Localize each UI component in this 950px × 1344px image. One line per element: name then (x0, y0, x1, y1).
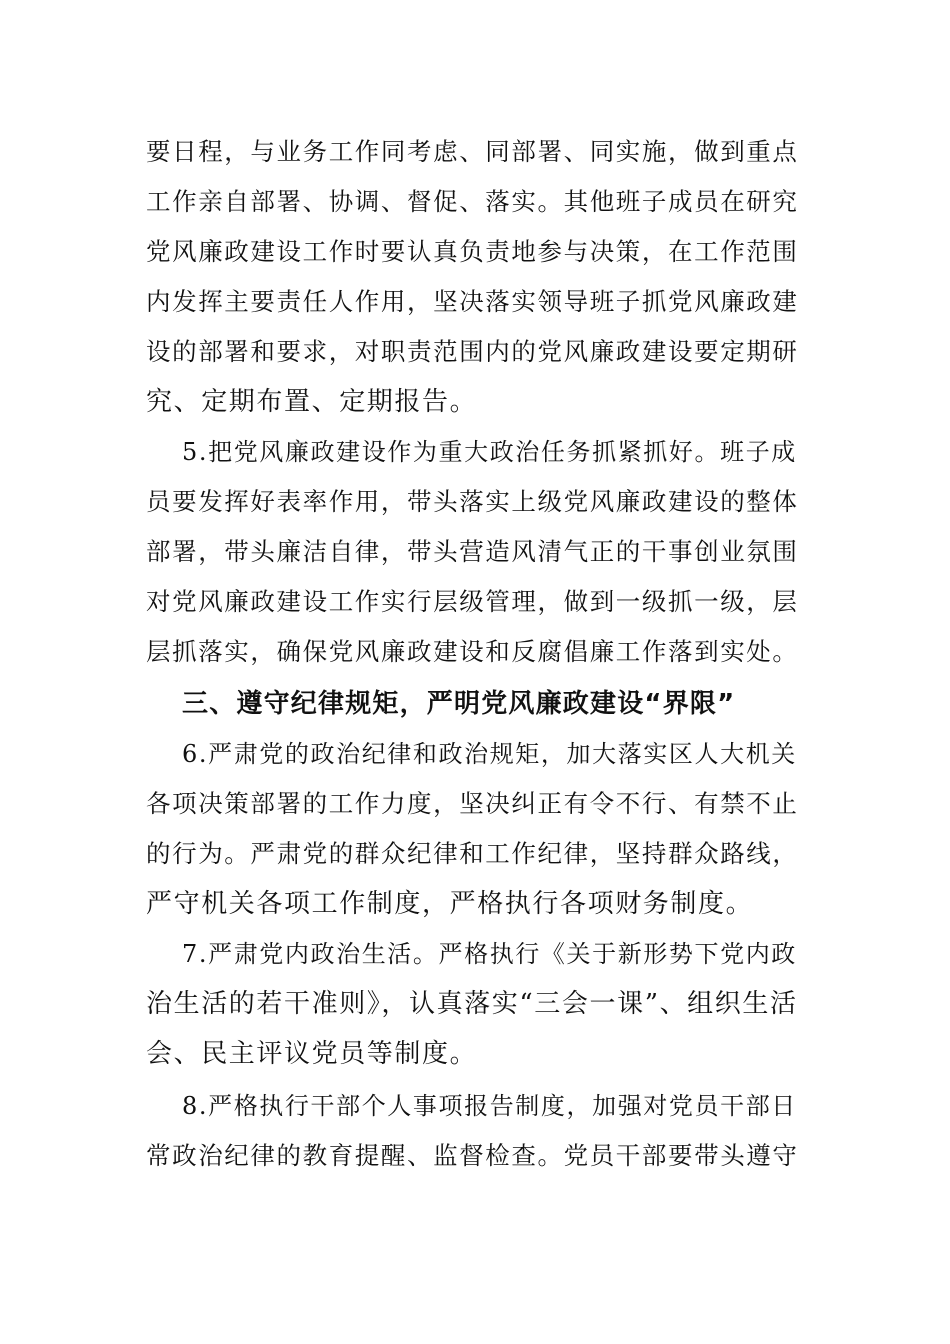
text-line: 内发挥主要责任人作用，坚决落实领导班子抓党风廉政建 (146, 287, 799, 316)
text-line: 要日程，与业务工作同考虑、同部署、同实施，做到重点 (146, 137, 799, 166)
text-line: 对党风廉政建设工作实行层级管理，做到一级抓一级，层 (146, 587, 799, 616)
section-heading: 三、遵守纪律规矩，严明党风廉政建设“界限” (182, 689, 736, 719)
text-line: 设的部署和要求，对职责范围内的党风廉政建设要定期研 (146, 337, 799, 366)
text-line: 员要发挥好表率作用，带头落实上级党风廉政建设的整体 (146, 487, 799, 516)
text-line: 层抓落实，确保党风廉政建设和反腐倡廉工作落到实处。 (146, 637, 799, 666)
text-line: 究、定期布置、定期报告。 (146, 387, 478, 417)
text-line: 党风廉政建设工作时要认真负责地参与决策，在工作范围 (146, 237, 799, 266)
text-line: 工作亲自部署、协调、督促、落实。其他班子成员在研究 (146, 187, 799, 216)
text-line: 严守机关各项工作制度，严格执行各项财务制度。 (146, 889, 754, 919)
text-line: 治生活的若干准则》，认真落实“三会一课”、组织生活 (146, 989, 798, 1019)
text-line: 各项决策部署的工作力度，坚决纠正有令不行、有禁不止 (146, 789, 799, 818)
text-line: 部署，带头廉洁自律，带头营造风清气正的干事创业氛围 (146, 537, 799, 566)
paragraph-8-first-line: 8.严格执行干部个人事项报告制度，加强对党员干部日 (182, 1092, 797, 1120)
text-line: 会、民主评议党员等制度。 (146, 1039, 478, 1069)
paragraph-7-first-line: 7.严肃党内政治生活。严格执行《关于新形势下党内政 (182, 940, 797, 968)
paragraph-6-first-line: 6.严肃党的政治纪律和政治规矩，加大落实区人大机关 (182, 740, 797, 768)
paragraph-5-first-line: 5.把党风廉政建设作为重大政治任务抓紧抓好。班子成 (182, 438, 797, 466)
text-line: 常政治纪律的教育提醒、监督检查。党员干部要带头遵守 (146, 1141, 799, 1170)
text-line: 的行为。严肃党的群众纪律和工作纪律，坚持群众路线， (146, 839, 799, 868)
